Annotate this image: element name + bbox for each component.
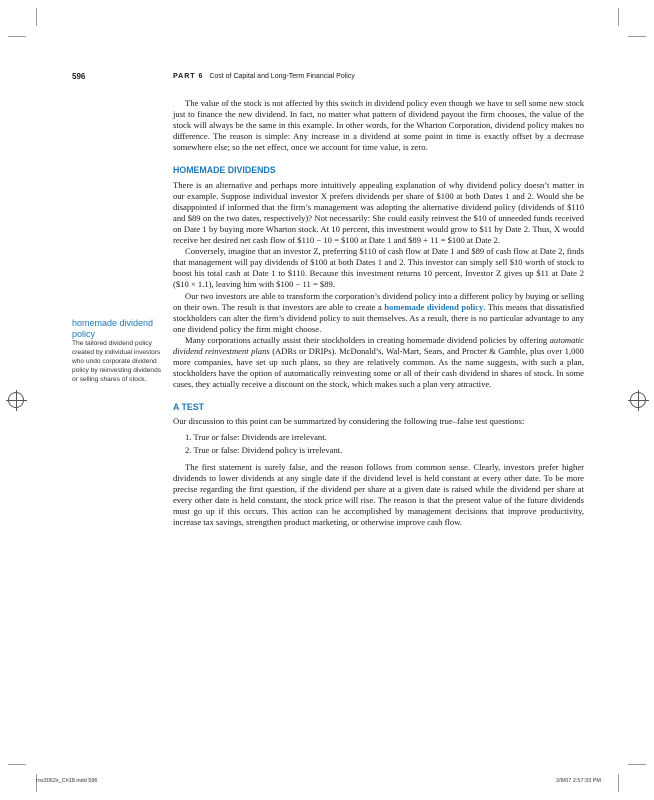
paragraph-test-body: The first statement is surely false, and the reason follows from common sense. Clearly, investors prefer higher dividends to lower dividends at any single date if the dividend level is held constant at every other date. To be more precise regarding the first question, if the dividend per share at a given date is raised while the dividend per share at every other date is held constant, the stock price will rise. The reason is that the present value of the future dividends must go up if this occurs. This action can be accomplished by management decisions that improve productivity, increase tax savings, strengthen product marketing, or otherwise improve cash flow. (173, 461, 584, 528)
crop-mark (628, 36, 646, 37)
crop-mark (8, 36, 26, 37)
crop-mark (8, 764, 26, 765)
section-heading-a-test: A TEST (173, 402, 204, 413)
test-question-list (173, 432, 584, 456)
paragraph-test-intro: Our discussion to this point can be summarized by considering the following true–false test questions: (173, 416, 525, 427)
crop-mark (618, 8, 619, 26)
margin-note-definition: The tailored dividend policy created by individual investors who undo corporate dividend policy by reinvesting dividends or selling shares of stock. (72, 340, 162, 383)
margin-glossary-note (72, 318, 162, 385)
paragraph-homemade-4 (173, 335, 584, 390)
text-run: (ADRs or DRIPs). McDonald’s, Wal-Mart, Sears, and Procter & Gamble, plus over 1,000 more companies, have set up such plans, so they are relatively common. As the name suggests, with such a plan, stockholders have the option of automatically reinvesting some or all of their cash dividend in shares of stock. In some cases, they actually receive a discount on the stock, which makes such a plan very attractive. (173, 345, 584, 390)
text-run: Our two investors are able to transform the corporation’s dividend policy into a different policy by buying or selling on their own. The result is that investors are able to create a (173, 290, 584, 312)
list-item: 1. True or false: Dividends are irrelevant. (185, 431, 327, 442)
footer-file: ros3062x_Ch18.indd 596 (36, 778, 98, 784)
margin-note-term: homemade dividend policy (72, 318, 154, 339)
text-run: . This means that dissatisfied stockholders can alter the firm’s dividend policy to suit themselves. As a result, there is no particular advantage to any one dividend policy the firm might choose. (173, 301, 584, 334)
registration-mark-right (630, 392, 646, 408)
italic-term: automatic dividend reinvestment plans (173, 334, 584, 356)
paragraph-homemade-1: There is an alternative and perhaps more intuitively appealing explanation of why dividend policy doesn’t matter in our example. Suppose individual investor X prefers dividends per share of $100 at both Dates 1 and 2. Would she be disappointed if informed that the firm’s management was adopting the alternative dividend policy (dividends of $110 and $89 on the two dates, respectively)? Not necessarily: She could easily reinvest the $10 of unneeded funds received on Date 1 by buying more Wharton stock. At 10 percent, this investment would grow to $11 by Date 2. Thus, X would receive her desired net cash flow of $110 − 10 = $100 at Date 1 and $89 + 11 = $100 at Date 2. (173, 179, 584, 246)
crop-mark (618, 774, 619, 792)
page-number: 596 (72, 72, 86, 81)
paragraph-homemade-2: Conversely, imagine that an investor Z, preferring $110 of cash flow at Date 1 and $89 of cash flow at Date 2, finds that management will pay dividends of $100 at both Dates 1 and 2. This investor can simply sell $10 worth of stock to boost his total cash at Date 1 to $110. Because this investment returns 10 percent, Investor Z gives up $11 at Date 2 ($10 × 1.1), leaving him with $100 − 11 = $89. (173, 246, 584, 290)
paragraph-intro: The value of the stock is not affected by this switch in dividend policy even though we have to sell some new stock just to finance the new dividend. In fact, no matter what pattern of dividend payout the firm chooses, the value of the stock will always be the same in this example. In other words, for the Wharton Corporation, dividend policy makes no difference. The reason is simple: Any increase in a dividend at some point in time is exactly offset by a decrease somewhere else; so the net effect, once we account for time value, is zero. (173, 98, 584, 153)
text-run: Many corporations actually assist their stockholders in creating homemade dividend policies by offering (185, 334, 550, 345)
list-item: 2. True or false: Dividend policy is irrelevant. (185, 444, 343, 455)
registration-mark-left (8, 392, 24, 408)
part-title: Cost of Capital and Long-Term Financial Policy (209, 73, 355, 80)
section-heading-homemade-dividends: HOMEMADE DIVIDENDS (173, 165, 276, 176)
crop-mark (628, 764, 646, 765)
crop-mark (36, 8, 37, 26)
key-term: homemade dividend policy (384, 301, 484, 312)
body-text (173, 98, 584, 528)
footer-datetime: 2/8/07 2:57:33 PM (556, 778, 601, 784)
paragraph-homemade-3 (173, 291, 584, 335)
part-label: PART 6 (173, 73, 204, 80)
running-header (0, 72, 654, 86)
running-title (173, 73, 355, 80)
